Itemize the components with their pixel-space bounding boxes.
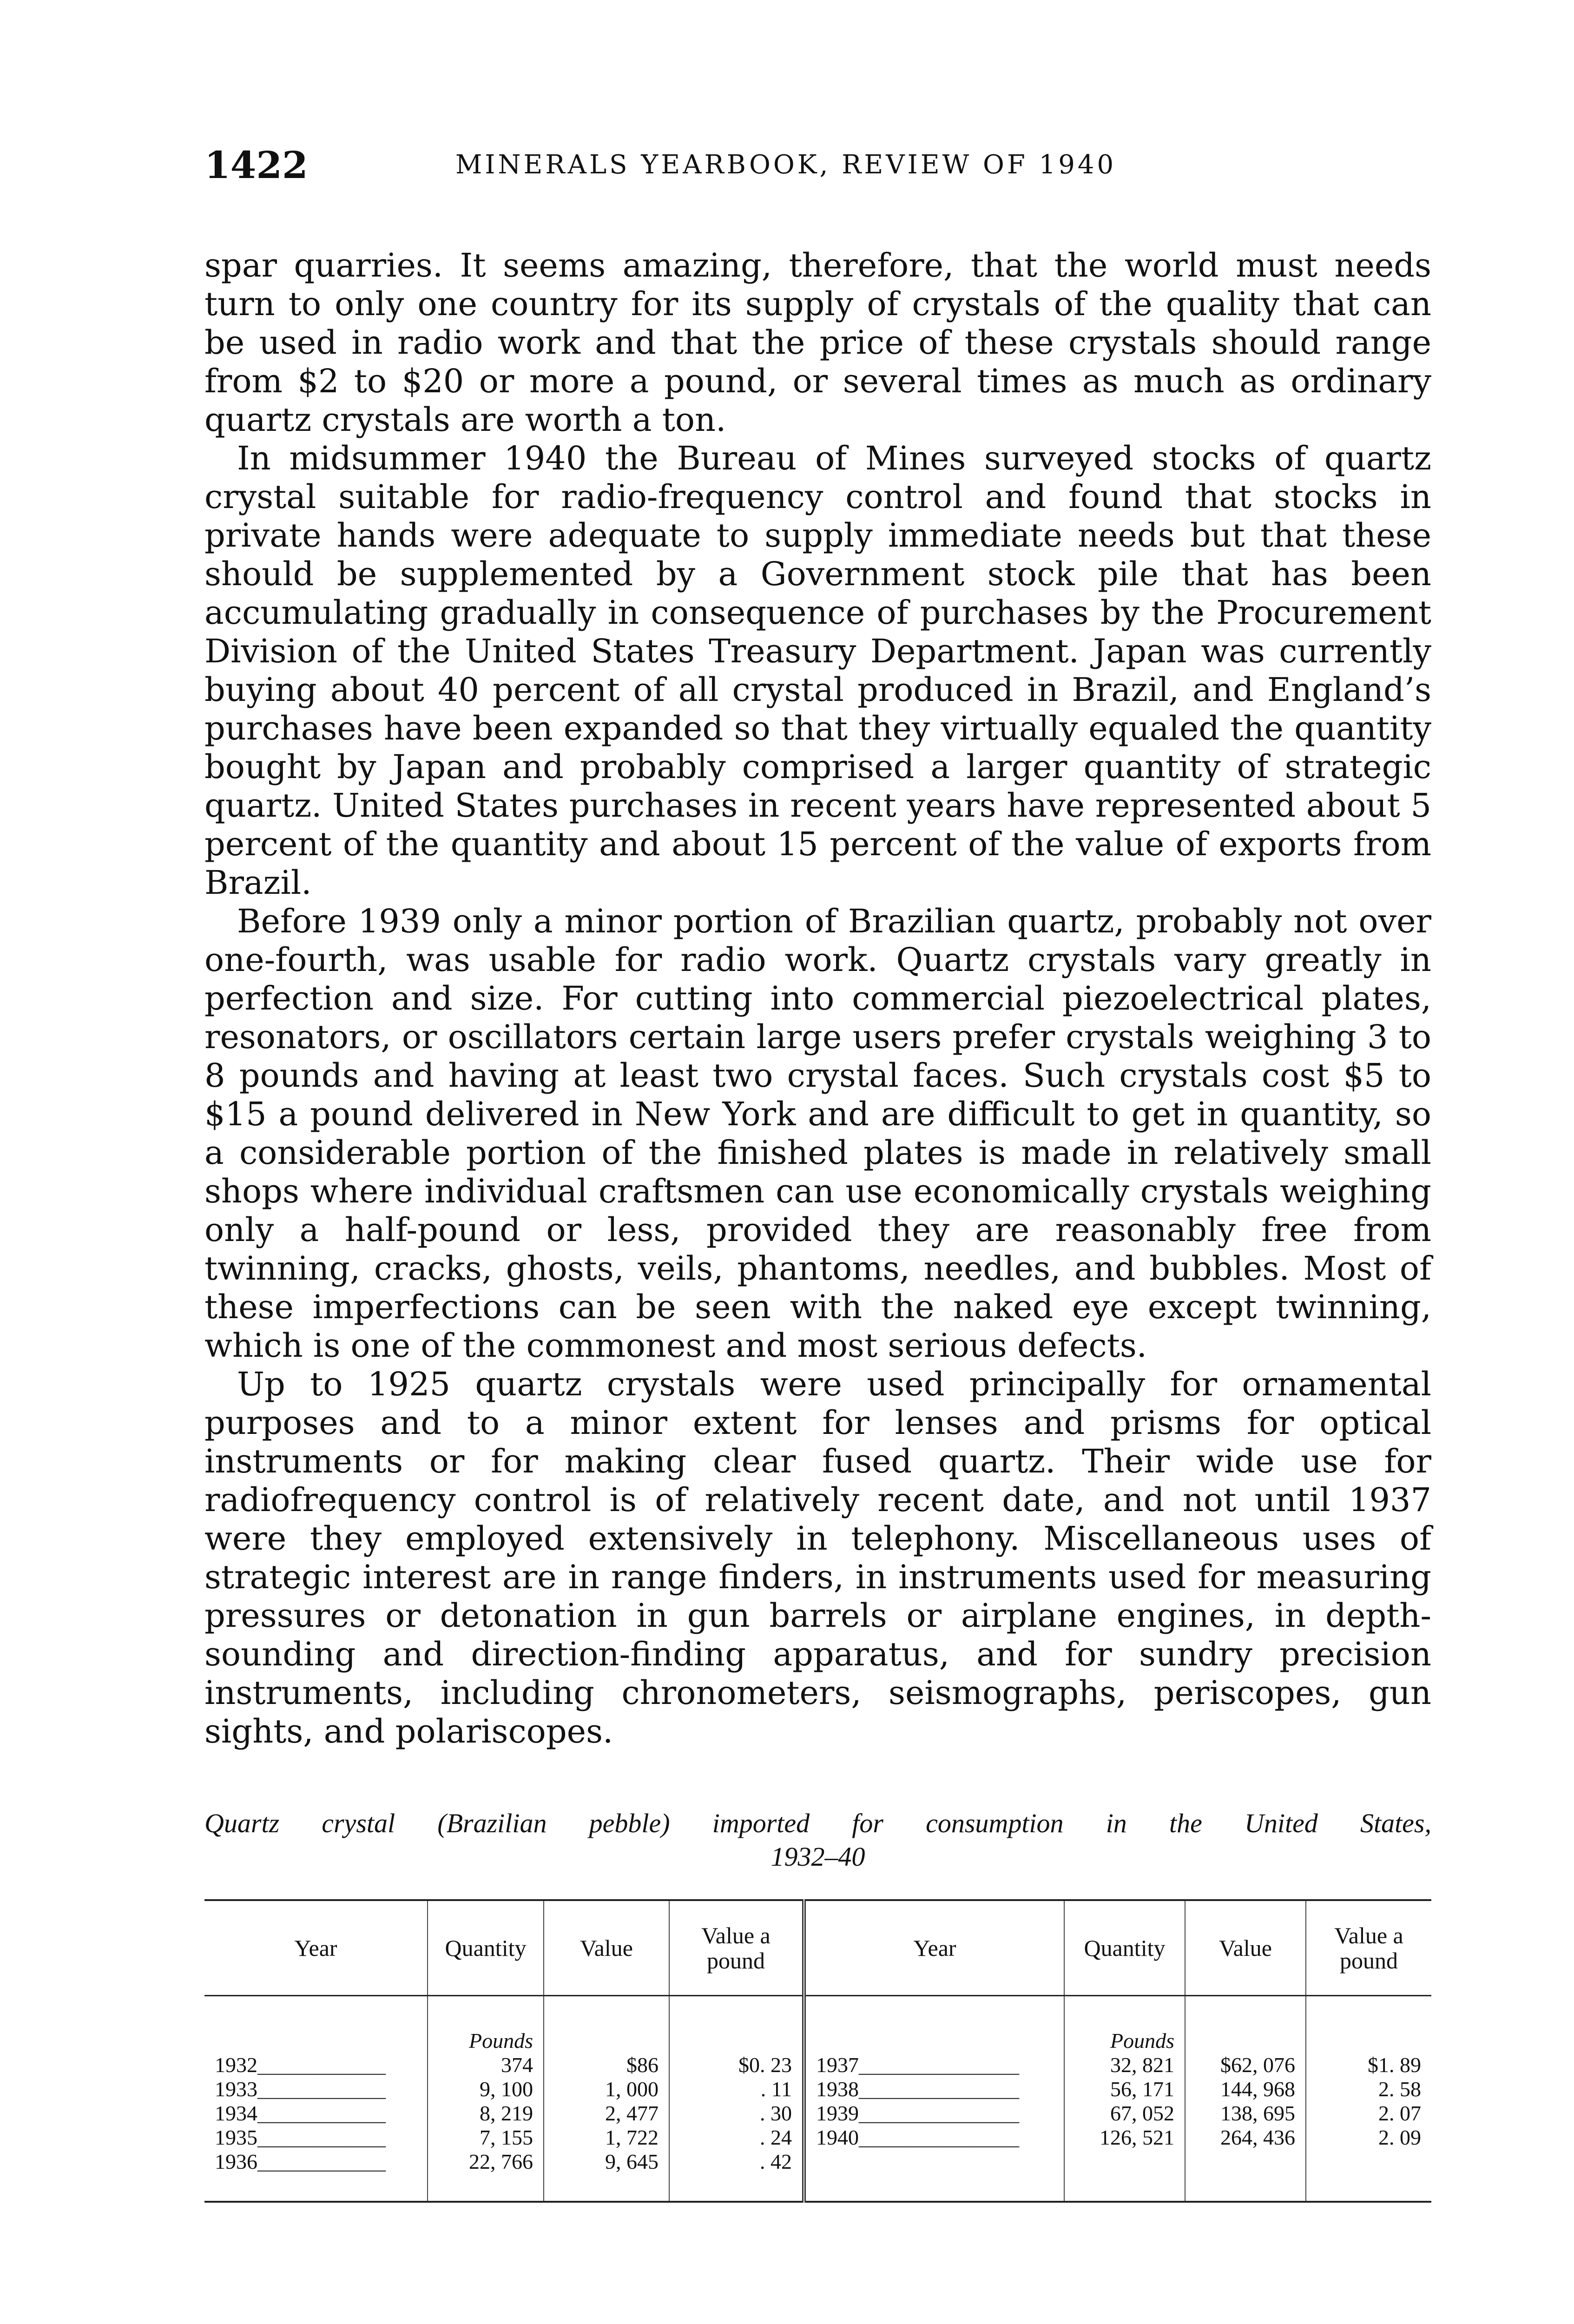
quantity-cell: 32, 821 — [1064, 2053, 1185, 2077]
paragraph: Before 1939 only a minor portion of Brazilian quartz, probably not over one-fourth, was usable for radio work. Quartz crystals vary greatly in perfection and size. For cutting into commercial piezoelectrical plates, resonators, or oscillators certain large users prefer crystals weighing 3 to 8 pounds and having at least two crystal faces. Such crystals cost $5 to $15 a pound delivered in New York and are difficult to get in quantity, so a considerable portion of the finished plates is made in relatively small shops where individual craftsmen can use economically crystals weighing only a half-pound or less, provided they are reasonably free from twinning, cracks, ghosts, veils, phantoms, needles, and bubbles. Most of these imperfections can be seen with the naked eye except twinning, which is one of the commonest and most serious defects. — [204, 902, 1431, 1365]
year-cell: 1932 — [215, 2053, 257, 2077]
paragraph: In midsummer 1940 the Bureau of Mines surveyed stocks of quartz crystal suitable for radio-frequency control and found that stocks in private hands were adequate to supply immediate needs but that these should be supplemented by a Government stock pile that has been accumulating gradually in consequence of purchases by the Procurement Division of the United States Treasury Department. Japan was currently buying about 40 percent of all crystal produced in Brazil, and England’s purchases have been expanded so that they virtually equaled the quantity bought by Japan and probably comprised a larger quantity of strategic quartz. United States purchases in recent years have represented about 5 percent of the quantity and about 15 percent of the value of exports from Brazil. — [204, 439, 1431, 902]
header-year: Year — [204, 1900, 428, 1996]
units-label: Pounds — [428, 1996, 544, 2053]
quantity-cell: 56, 171 — [1064, 2077, 1185, 2101]
year-cell: 1936 — [215, 2150, 257, 2173]
value-cell: 9, 645 — [544, 2150, 669, 2202]
header-quantity: Quantity — [428, 1900, 544, 1996]
value-pound-cell: 2. 09 — [1378, 2126, 1421, 2149]
header-quantity: Quantity — [1064, 1900, 1185, 1996]
value-pound-cell: 2. 58 — [1378, 2077, 1421, 2101]
value-pound-cell: . 11 — [669, 2077, 804, 2101]
table-row: 1934____________ 8, 219 2, 477 . 30 1939_______________ 67, 052 138, 695 2. 07 — [204, 2101, 1431, 2126]
document-page — [204, 139, 1431, 2203]
quantity-cell: 67, 052 — [1064, 2101, 1185, 2126]
paragraph: Up to 1925 quartz crystals were used principally for ornamental purposes and to a minor extent for lenses and prisms for optical instruments or for making clear fused quartz. Their wide use for radiofrequency control is of relatively recent date, and not until 1937 were they employed extensively in telephony. Miscellaneous uses of strategic interest are in range finders, in instruments used for measuring pressures or detonation in gun barrels or airplane engines, in depth-sounding and direction-finding apparatus, and for sundry precision instruments, including chronometers, seismographs, periscopes, gun sights, and polariscopes. — [204, 1365, 1431, 1750]
value-cell: 138, 695 — [1185, 2101, 1306, 2126]
year-cell: 1933 — [215, 2077, 257, 2101]
value-cell: 264, 436 — [1185, 2126, 1306, 2150]
quantity-cell: 9, 100 — [428, 2077, 544, 2101]
units-row — [204, 1996, 1431, 2053]
value-pound-cell: 2. 07 — [1378, 2101, 1421, 2125]
value-cell: 1, 000 — [544, 2077, 669, 2101]
value-cell: $86 — [544, 2053, 669, 2077]
table-row: 1933____________ 9, 100 1, 000 . 11 1938_______________ 56, 171 144, 968 2. 58 — [204, 2077, 1431, 2101]
value-pound-cell: . 24 — [669, 2126, 804, 2150]
year-cell: 1935 — [215, 2126, 257, 2149]
table-header-row — [204, 1900, 1431, 1996]
quantity-cell: 374 — [428, 2053, 544, 2077]
year-cell: 1939 — [816, 2101, 859, 2125]
header-value: Value — [1185, 1900, 1306, 1996]
imports-table — [204, 1899, 1431, 2203]
table-row: 1932____________ 374 $86 $0. 23 1937_______________ 32, 821 $62, 076 $1. 89 — [204, 2053, 1431, 2077]
value-cell: 1, 722 — [544, 2126, 669, 2150]
page-number: 1422 — [204, 143, 308, 187]
value-pound-cell: $1. 89 — [1368, 2053, 1421, 2077]
table-row: 1936____________ 22, 766 9, 645 . 42 — [204, 2150, 1431, 2202]
page-header — [204, 139, 1431, 191]
quantity-cell: 22, 766 — [428, 2150, 544, 2202]
table-caption-title: Quartz crystal (Brazilian pebble) imported for consumption in the United States, — [204, 1808, 1431, 1838]
value-pound-cell: . 42 — [669, 2150, 804, 2202]
year-cell: 1934 — [215, 2101, 257, 2125]
header-value: Value — [544, 1900, 669, 1996]
header-year: Year — [804, 1900, 1064, 1996]
table-caption-years: 1932–40 — [771, 1842, 865, 1872]
table-row: 1935____________ 7, 155 1, 722 . 24 1940_______________ 126, 521 264, 436 2. 09 — [204, 2126, 1431, 2150]
paragraph: spar quarries. It seems amazing, therefore, that the world must needs turn to only one country for its supply of crystals of the quality that can be used in radio work and that the price of these crystals should range from $2 to $20 or more a pound, or several times as much as ordinary quartz crystals are worth a ton. — [204, 246, 1431, 439]
table-caption — [204, 1807, 1431, 1874]
value-pound-cell: $0. 23 — [669, 2053, 804, 2077]
quantity-cell: 126, 521 — [1064, 2126, 1185, 2150]
value-pound-cell: . 30 — [669, 2101, 804, 2126]
year-cell: 1937 — [816, 2053, 859, 2077]
year-cell: 1940 — [816, 2126, 859, 2149]
quantity-cell: 7, 155 — [428, 2126, 544, 2150]
value-cell: $62, 076 — [1185, 2053, 1306, 2077]
body-text — [204, 246, 1431, 1751]
running-head: MINERALS YEARBOOK, REVIEW OF 1940 — [455, 150, 1117, 180]
year-cell: 1938 — [816, 2077, 859, 2101]
header-value-pound: Value a pound — [1306, 1900, 1431, 1996]
header-value-pound: Value a pound — [669, 1900, 804, 1996]
quantity-cell: 8, 219 — [428, 2101, 544, 2126]
value-cell: 2, 477 — [544, 2101, 669, 2126]
value-cell: 144, 968 — [1185, 2077, 1306, 2101]
units-label: Pounds — [1064, 1996, 1185, 2053]
